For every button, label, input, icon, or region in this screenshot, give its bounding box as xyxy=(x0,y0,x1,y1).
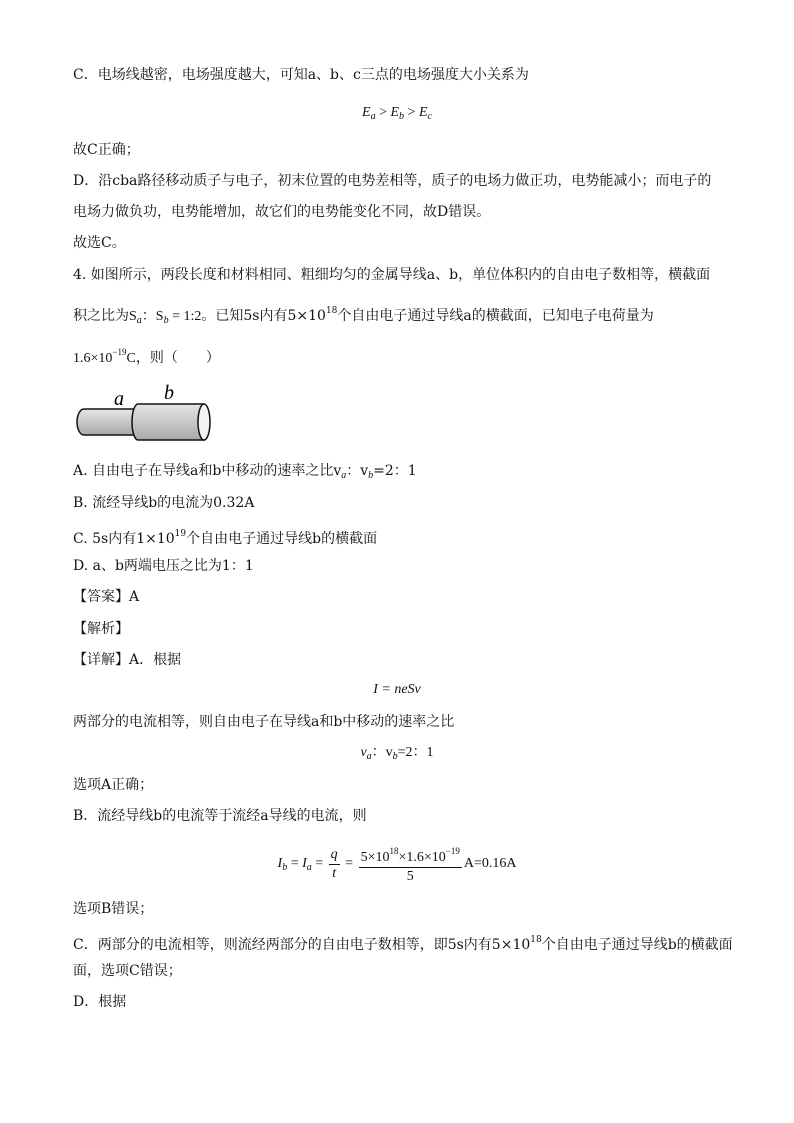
d2-explanation: D．根据 xyxy=(73,994,127,1010)
thick-wire-b xyxy=(132,404,204,440)
b-wrong: 选项B错误； xyxy=(73,901,154,917)
option-a: A. 自由电子在导线a和b中移动的速率之比$v_a$：$v_b=2$：1 xyxy=(73,463,417,481)
wire-label-b: b xyxy=(164,383,174,404)
current-equal-text: 两部分的电流相等，则自由电子在导线a和b中移动的速率之比 xyxy=(73,714,455,730)
field-strength-relation: $E_a > E_b > E_c$ xyxy=(362,105,432,122)
analysis-heading: 【解析】 xyxy=(73,621,129,637)
current-formula: I = neSv xyxy=(373,682,421,697)
detail-a: 【详解】A．根据 xyxy=(73,652,182,668)
wire-b-end-face xyxy=(198,404,210,440)
choose-c: 故选C。 xyxy=(73,235,126,251)
option-c: C. 5s内有$1\times 10^{19}$个自由电子通过导线b的横截面 xyxy=(73,529,378,547)
a-correct: 选项A正确； xyxy=(73,777,154,793)
question-4-stem-1: 4. 如图所示，两段长度和材料相同、粗细均匀的金属导线a、b，单位体积内的自由电子数相等，横截面 xyxy=(73,267,711,283)
wire-figure xyxy=(72,383,212,445)
option-b: B. 流经导线b的电流为0.32A xyxy=(73,495,255,511)
option-d-explanation-1: D．沿cba路径移动质子与电子，初末位置的电势差相等，质子的电场力做正功，电势能减小；而电子的 xyxy=(73,173,712,189)
question-4-stem-2: 积之比为$S_a$：$S_b$ = 1:2。已知5s内有$5\times 10^{18}$个自由电子通过导线a的横截面，已知电子电荷量为 xyxy=(73,306,654,326)
current-b-calculation: $I_b = I_a$ = $\frac{q}{t}$ = $\frac{5\times 10^{18}\times 1.6\times 10^{-19}}{5}$ A=0.16A xyxy=(0,842,794,888)
thin-wire-a xyxy=(77,409,140,435)
c2-explanation-2: 面，选项C错误； xyxy=(73,963,182,979)
c-correct: 故C正确； xyxy=(73,142,140,158)
question-4-stem-3: $1.6\times 10^{-19}C$，则（ ） xyxy=(73,347,220,366)
option-d: D. a、b两端电压之比为1：1 xyxy=(73,558,254,574)
option-c-explanation: C．电场线越密，电场强度越大，可知a、b、c三点的电场强度大小关系为 xyxy=(73,67,529,83)
velocity-ratio: $v_a$：$v_b=2$：1 xyxy=(360,745,434,762)
answer: 【答案】A xyxy=(73,589,140,605)
b-explanation: B．流经导线b的电流等于流经a导线的电流，则 xyxy=(73,808,367,824)
option-d-explanation-2: 电场力做负功，电势能增加，故它们的电势能变化不同，故D错误。 xyxy=(73,204,491,220)
wire-label-a: a xyxy=(114,388,124,410)
c2-explanation-1: C．两部分的电流相等，则流经两部分的自由电子数相等，即5s内有$5\times 10^{18}$个自由电子通过导线b的横截面 xyxy=(73,935,733,953)
